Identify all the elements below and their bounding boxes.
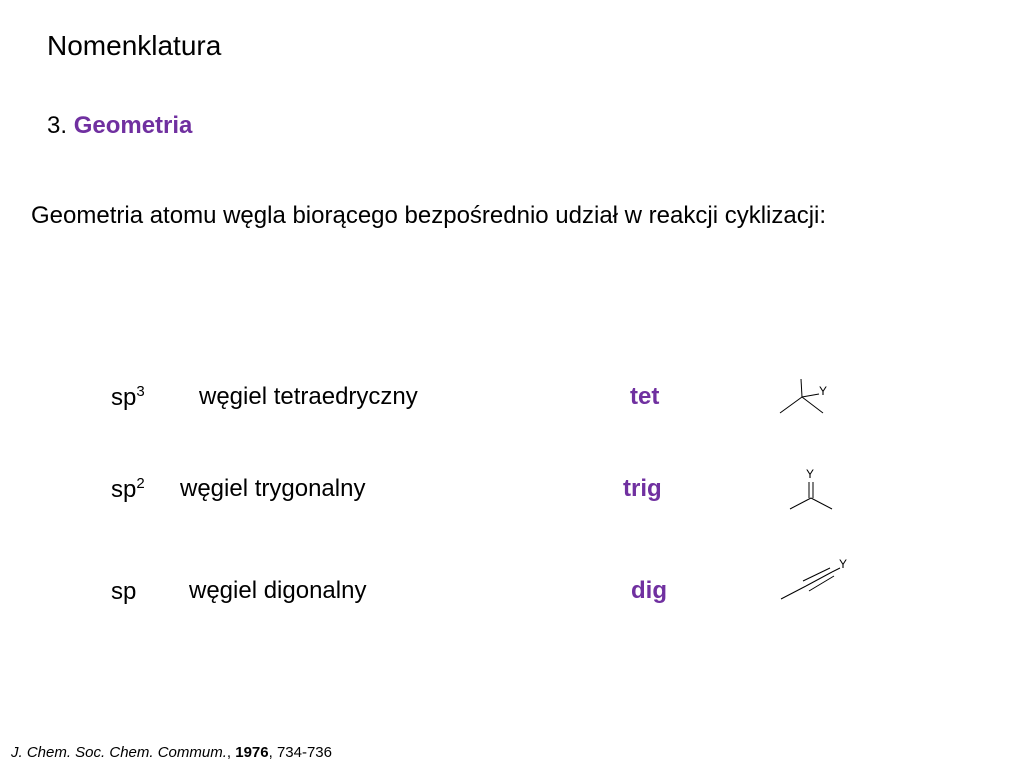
slide-title: Nomenklatura — [47, 30, 222, 61]
trigonal-carbon-structure — [785, 463, 837, 513]
substituent-label: Y — [819, 384, 828, 398]
substituent-label: Y — [806, 467, 815, 481]
hybridization-label: sp — [111, 578, 137, 605]
geometry-abbreviation: dig — [631, 577, 667, 604]
hybridization-label: $sp^2$ — [111, 475, 145, 503]
geometry-abbreviation: trig — [623, 475, 662, 502]
section-title: Geometria — [73, 112, 193, 139]
digonal-carbon-structure — [778, 555, 853, 603]
tetrahedral-carbon-structure — [775, 375, 835, 420]
carbon-description: węgiel tetraedryczny — [199, 383, 418, 410]
citation-journal: J. Chem. Soc. Chem. Commum. — [11, 744, 227, 761]
substituent-label: Y — [839, 557, 848, 571]
citation — [11, 744, 332, 761]
hybridization-label: $sp^3$ — [111, 383, 145, 411]
section-number: 3. — [47, 112, 68, 139]
carbon-description: węgiel trygonalny — [180, 475, 366, 502]
carbon-description: węgiel digonalny — [189, 577, 367, 604]
body-paragraph: Geometria atomu węgla biorącego bezpośrednio udział w reakcji cyklizacji: — [31, 202, 827, 229]
citation-year: 1976 — [235, 744, 269, 761]
citation-separator: , — [226, 744, 236, 761]
geometry-abbreviation: tet — [630, 383, 660, 410]
citation-pages: , 734-736 — [268, 744, 332, 761]
section-heading — [47, 112, 192, 140]
